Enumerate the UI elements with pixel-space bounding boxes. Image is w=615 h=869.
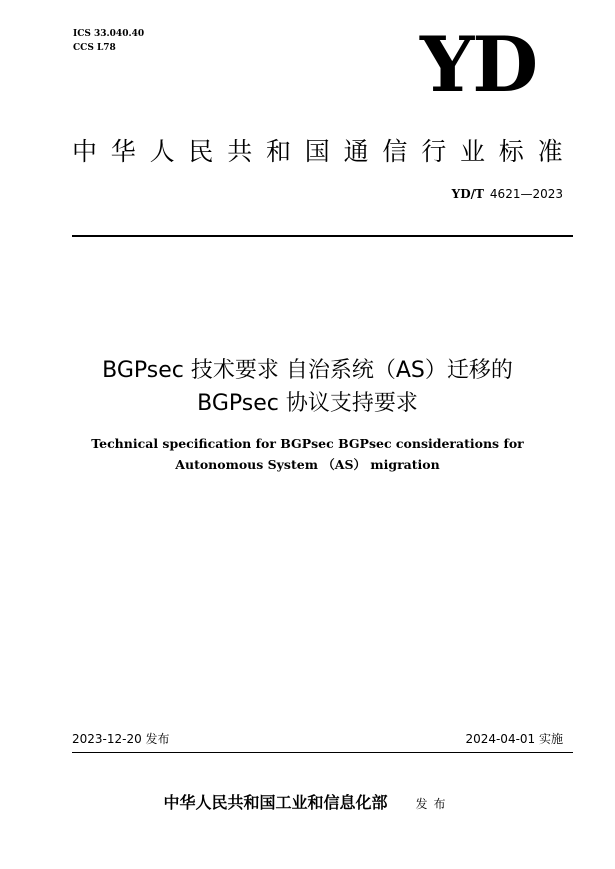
implementation-date: 2024-04-01 实施: [465, 732, 563, 746]
standard-number-prefix: YD/T: [451, 187, 484, 201]
standard-type-heading: 中华人民共和国通信行业标准: [72, 137, 577, 166]
standard-number: [452, 186, 563, 202]
issue-date: 2023-12-20 发布: [72, 732, 170, 746]
classification-codes: [73, 27, 144, 55]
ics-code: ICS 33.040.40: [73, 29, 145, 39]
english-title-line-1: Technical specification for BGPsec BGPsec considerations for: [91, 436, 524, 451]
issuer-action: 发布: [415, 797, 452, 811]
top-divider: [72, 235, 573, 237]
chinese-title-line-1: BGPsec 技术要求 自治系统（AS）迁移的: [102, 358, 513, 383]
english-title: [40, 433, 575, 475]
ccs-code: CCS L78: [73, 43, 116, 53]
issuing-authority: [40, 791, 575, 816]
chinese-title-line-2: BGPsec 协议支持要求: [197, 391, 418, 416]
issuer-organization: 中华人民共和国工业和信息化部: [163, 793, 388, 812]
bottom-divider: [72, 752, 573, 753]
standard-number-value: 4621—2023: [489, 187, 563, 201]
yd-logo: YD: [420, 20, 537, 109]
english-title-line-2: Autonomous System （AS） migration: [175, 457, 440, 472]
chinese-title: [40, 354, 575, 420]
